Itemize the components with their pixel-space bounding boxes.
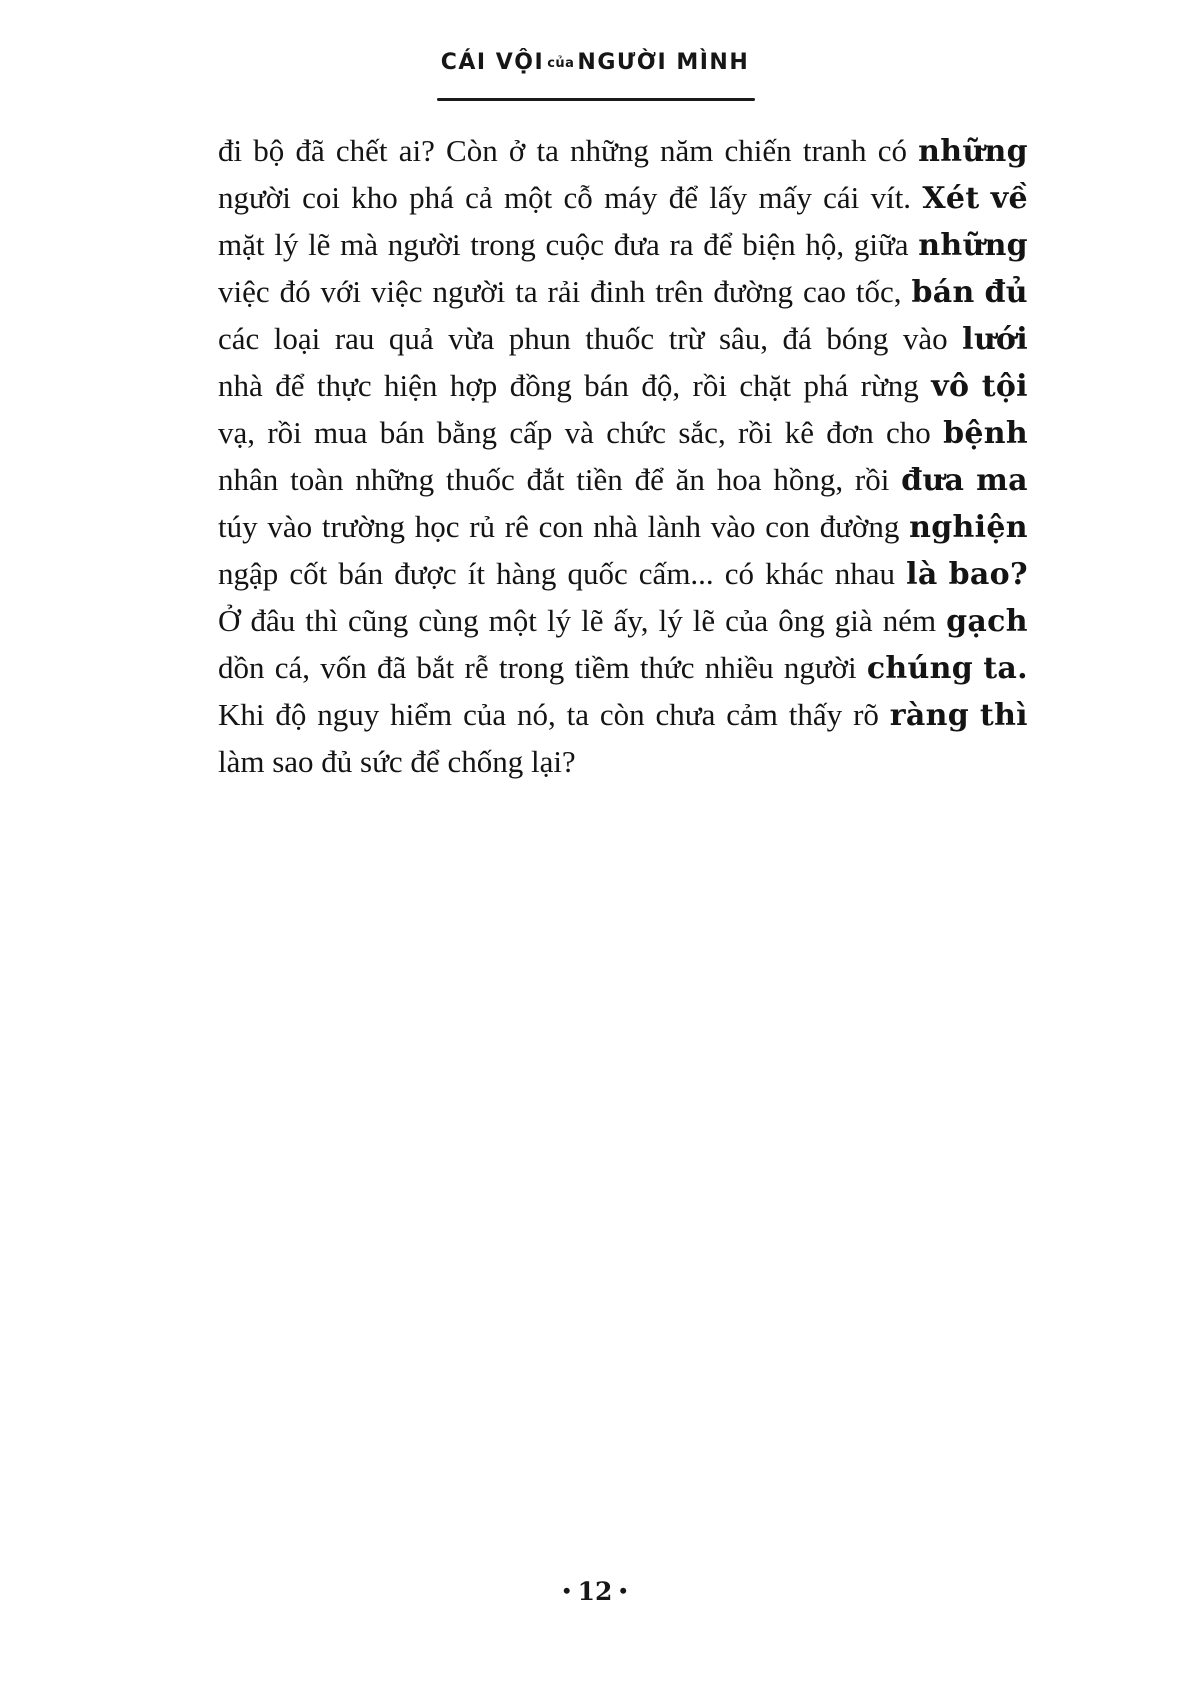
word: hồng, [773, 462, 844, 497]
emphasized-word: bao? [948, 557, 1028, 592]
word: trong [498, 650, 565, 685]
word: người [432, 274, 506, 309]
word: có [877, 133, 907, 168]
word: cảm [726, 697, 778, 732]
word: để [668, 180, 698, 215]
word: đường [819, 509, 900, 544]
word: trừ [668, 321, 705, 356]
text-line [218, 415, 1028, 462]
word: ăn [675, 462, 705, 497]
word: cao [802, 274, 846, 309]
word: tranh [802, 133, 867, 168]
text-line [218, 227, 1028, 274]
word: phá [409, 180, 454, 215]
word: rủ [469, 509, 496, 544]
word: khác [765, 556, 824, 591]
word: lẽ [692, 603, 716, 638]
header-title-part1: CÁI VỘI [440, 50, 545, 75]
word: biện [742, 227, 796, 262]
word: lý [658, 603, 683, 638]
word: tốc, [855, 274, 902, 309]
word: nó, [516, 697, 556, 732]
word: ông [778, 603, 825, 638]
emphasized-word: đưa [901, 463, 965, 498]
word: Khi [218, 697, 265, 732]
word: rau [334, 321, 375, 356]
word: vào [710, 509, 756, 544]
text-line [218, 697, 1028, 744]
word: cấp [509, 415, 553, 450]
word: vừa [448, 321, 495, 356]
word: coi [302, 180, 340, 215]
emphasized-word: vô [931, 369, 970, 404]
text-line [218, 556, 1028, 603]
word: rồi [854, 462, 890, 497]
emphasized-word: những [918, 228, 1028, 263]
word: cá, [274, 650, 310, 685]
word: cho [886, 415, 931, 450]
word: hiện [384, 368, 438, 403]
emphasized-word: thì [979, 698, 1028, 733]
header-title-connector: của [547, 56, 575, 71]
word: trong [470, 227, 536, 262]
word: đồng [509, 368, 572, 403]
word: đưa [613, 227, 660, 262]
word: ít [467, 556, 485, 591]
word: quốc [567, 556, 628, 591]
word: bắt [416, 650, 455, 685]
word: quả [388, 321, 434, 356]
word: rồi [267, 415, 302, 450]
emphasized-word: về [990, 181, 1028, 216]
word: bán [338, 556, 384, 591]
word: hộ, [805, 227, 845, 262]
word: nhân [218, 462, 279, 497]
word: phá [803, 368, 849, 403]
word: cốt [289, 556, 328, 591]
word: học [414, 509, 460, 544]
word: các [218, 321, 260, 356]
word: và [564, 415, 594, 450]
footer-bullet-right: • [619, 1578, 628, 1603]
word: được [394, 556, 457, 591]
word: túy [218, 509, 258, 544]
word: lý [546, 603, 572, 638]
emphasized-word: gạch [946, 604, 1028, 639]
word: thức [639, 650, 695, 685]
paragraph [218, 133, 1028, 791]
emphasized-word: bệnh [943, 416, 1028, 451]
word: ra [669, 227, 694, 262]
word: lẽ [581, 603, 604, 638]
text-line [218, 368, 1028, 415]
word: rồi [692, 368, 727, 403]
word: làm sao đủ sức để chống lại? [218, 744, 576, 779]
word: cấm... [638, 556, 714, 591]
word: rừng [860, 368, 919, 403]
word: vào [902, 321, 948, 356]
word: vốn [320, 650, 367, 685]
word: rải [547, 274, 581, 309]
word: còn [599, 697, 645, 732]
word: hiểm [390, 697, 453, 732]
word: chiến [724, 133, 792, 168]
word: giữa [853, 227, 909, 262]
word: một [503, 180, 553, 215]
emphasized-word: ma [976, 463, 1028, 498]
text-line [218, 321, 1028, 368]
word: mặt [218, 227, 265, 262]
word: vít. [870, 180, 912, 215]
word: hàng [496, 556, 557, 591]
word: lành [647, 509, 701, 544]
word: của [725, 603, 769, 638]
word: độ, [641, 368, 681, 403]
word: thuốc [585, 321, 655, 356]
word: mua [314, 415, 368, 450]
word: để [703, 227, 733, 262]
footer-bullet-left: • [562, 1578, 571, 1603]
word: thuốc [445, 462, 515, 497]
word: cỗ [563, 180, 593, 215]
emphasized-word: ràng [889, 698, 970, 733]
emphasized-word: ta. [983, 651, 1028, 686]
word: tiềm [574, 650, 630, 685]
word: ta [566, 697, 589, 732]
word: trên [655, 274, 704, 309]
word: Ở [218, 603, 241, 638]
word: lý [274, 227, 299, 262]
word: bằng [436, 415, 498, 450]
word: bán [584, 368, 629, 403]
word: ngập [218, 556, 279, 591]
text-line [218, 462, 1028, 509]
emphasized-word: chúng [866, 651, 974, 686]
word: cả [465, 180, 493, 215]
word: cuộc [545, 227, 604, 262]
word: nhà [593, 509, 638, 544]
word: của [463, 697, 507, 732]
running-header [0, 50, 1190, 75]
word: chết [335, 133, 388, 168]
word: trường [321, 509, 405, 544]
word: đã [376, 650, 407, 685]
word: nhà [218, 368, 263, 403]
word: độ [275, 697, 307, 732]
word: đâu [250, 603, 296, 638]
emphasized-word: Xét [922, 181, 980, 216]
word: toàn [290, 462, 344, 497]
emphasized-word: tội [981, 369, 1028, 404]
word: với [320, 274, 361, 309]
word: rê [504, 509, 529, 544]
word: con [538, 509, 584, 544]
word: ta [515, 274, 538, 309]
word: những [355, 462, 435, 497]
word: nguy [317, 697, 380, 732]
word: người [218, 180, 291, 215]
text-line [218, 650, 1028, 697]
word: hoa [716, 462, 762, 497]
text-line [218, 744, 1028, 791]
word: việc [370, 274, 423, 309]
word: bán [379, 415, 425, 450]
word: ở [508, 133, 526, 168]
text-line [218, 509, 1028, 556]
header-rule [437, 98, 755, 101]
word: nhiều [704, 650, 774, 685]
word: có [724, 556, 755, 591]
word: ấy, [613, 603, 649, 638]
word: bóng [826, 321, 889, 356]
word: rõ [853, 697, 879, 732]
word: máy [604, 180, 658, 215]
word: già [834, 603, 873, 638]
word: đường [713, 274, 794, 309]
word: những [570, 133, 649, 168]
word: người [387, 227, 461, 262]
word: loại [273, 321, 321, 356]
page-footer [0, 1577, 1190, 1606]
word: thấy [788, 697, 843, 732]
word: cùng [418, 603, 479, 638]
word: chức [606, 415, 667, 450]
text-line [218, 274, 1028, 321]
word: Còn [446, 133, 498, 168]
word: con [765, 509, 810, 544]
word: bộ [253, 133, 285, 168]
word: dồn [218, 650, 265, 685]
word: cũng [348, 603, 409, 638]
word: thực [316, 368, 372, 403]
text-line [218, 133, 1028, 180]
word: tiền [576, 462, 623, 497]
page-number: 12 [577, 1577, 613, 1606]
emphasized-word: đủ [984, 275, 1028, 310]
word: năm [660, 133, 714, 168]
word: đó [279, 274, 311, 309]
word: sâu, [718, 321, 769, 356]
word: kho [351, 180, 398, 215]
emphasized-word: là [906, 557, 938, 592]
word: đắt [526, 462, 565, 497]
word: chưa [655, 697, 716, 732]
word: người [783, 650, 857, 685]
word: lẽ [308, 227, 331, 262]
text-line [218, 180, 1028, 227]
word: thì [305, 603, 338, 638]
header-title-part2: NGƯỜI MÌNH [577, 50, 750, 75]
word: rễ [464, 650, 489, 685]
emphasized-word: lưới [962, 322, 1028, 357]
word: ai? [398, 133, 435, 168]
word: lấy [709, 180, 748, 215]
word: đinh [590, 274, 646, 309]
word: ném [882, 603, 937, 638]
emphasized-word: bán [911, 275, 975, 310]
word: kê [784, 415, 814, 450]
word: mấy [758, 180, 812, 215]
word: để [634, 462, 664, 497]
word: đi [218, 133, 243, 168]
word: đã [295, 133, 325, 168]
word: rồi [738, 415, 773, 450]
emphasized-word: những [918, 134, 1028, 169]
word: việc [218, 274, 270, 309]
word: sắc, [678, 415, 726, 450]
word: một [488, 603, 537, 638]
emphasized-word: nghiện [909, 510, 1028, 545]
word: ta [536, 133, 559, 168]
word: nhau [834, 556, 896, 591]
word: đơn [826, 415, 874, 450]
word: vạ, [218, 415, 256, 450]
word: vào [267, 509, 313, 544]
word: hợp [449, 368, 498, 403]
word: chặt [739, 368, 792, 403]
word: cái [823, 180, 860, 215]
word: đá [782, 321, 812, 356]
text-line [218, 603, 1028, 650]
word: để [275, 368, 305, 403]
word: mà [340, 227, 379, 262]
word: phun [508, 321, 571, 356]
